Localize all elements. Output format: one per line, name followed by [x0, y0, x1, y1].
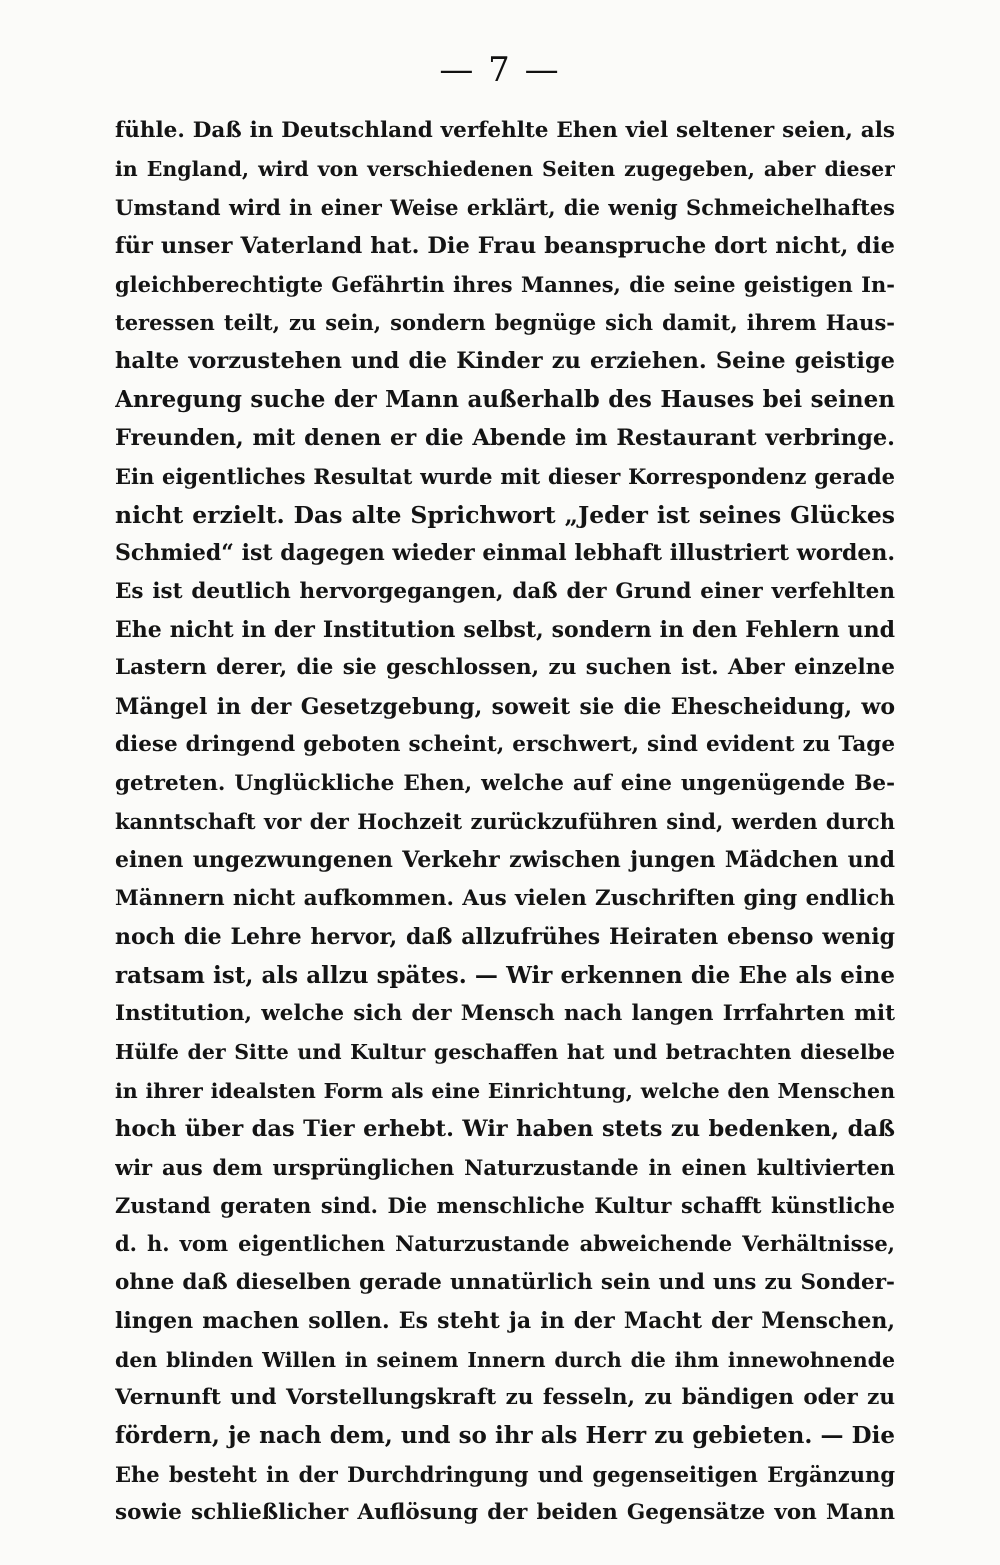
text-line: wir aus dem ursprünglichen Naturzustande in einen kultivierten: [115, 1154, 895, 1180]
text-line: in ihrer idealsten Form als eine Einrichtung, welche den Menschen: [115, 1078, 895, 1103]
text-line: Vernunft und Vorstellungskraft zu fesseln, zu bändigen oder zu: [115, 1384, 895, 1410]
text-line: Mängel in der Gesetzgebung, soweit sie die Ehescheidung, wo: [115, 693, 895, 720]
text-line: ohne daß dieselben gerade unnatürlich sein und uns zu Sonder-: [115, 1269, 895, 1295]
text-line: ratsam ist, als allzu spätes. — Wir erkennen die Ehe als eine: [115, 961, 895, 989]
text-line: fühle. Daß in Deutschland verfehlte Ehen viel seltener seien, als: [115, 118, 895, 143]
text-line: gleichberechtigte Gefährtin ihres Mannes, die seine geistigen In-: [115, 271, 895, 297]
text-line: halte vorzustehen und die Kinder zu erziehen. Seine geistige: [115, 348, 895, 375]
text-line: Umstand wird in einer Weise erklärt, die wenig Schmeichelhaftes: [115, 194, 895, 220]
page-number: — 7 —: [439, 50, 561, 90]
text-line: Ehe besteht in der Durchdringung und gegenseitigen Ergänzung: [115, 1461, 895, 1487]
text-line: Es ist deutlich hervorgegangen, daß der Grund einer verfehlten: [115, 578, 895, 604]
text-line: Freunden, mit denen er die Abende im Restaurant verbringe.: [115, 425, 895, 452]
text-line: Ein eigentliches Resultat wurde mit dieser Korrespondenz gerade: [115, 463, 895, 489]
text-line: teressen teilt, zu sein, sondern begnüge sich damit, ihrem Haus-: [115, 309, 895, 335]
text-line: Zustand geraten sind. Die menschliche Kultur schafft künstliche: [115, 1192, 895, 1218]
text-line: in England, wird von verschiedenen Seiten zugegeben, aber dieser: [115, 157, 895, 182]
text-line: einen ungezwungenen Verkehr zwischen jungen Mädchen und: [115, 847, 895, 874]
text-line: sowie schließlicher Auflösung der beiden Gegensätze von Mann: [115, 1500, 895, 1526]
text-line: Ehe nicht in der Institution selbst, sondern in den Fehlern und: [115, 617, 895, 644]
text-line: kanntschaft vor der Hochzeit zurückzuführen sind, werden durch: [115, 809, 895, 835]
body-text: [115, 112, 895, 1532]
text-line: d. h. vom eigentlichen Naturzustande abweichende Verhältnisse,: [115, 1231, 895, 1257]
text-line: Lastern derer, die sie geschlossen, zu suchen ist. Aber einzelne: [115, 655, 895, 681]
text-line: fördern, je nach dem, und so ihr als Herr zu gebieten. — Die: [115, 1422, 895, 1450]
text-line: nicht erzielt. Das alte Sprichwort „Jeder ist seines Glückes: [115, 500, 895, 529]
text-line: hoch über das Tier erhebt. Wir haben stets zu bedenken, daß: [115, 1116, 895, 1143]
text-line: Männern nicht aufkommen. Aus vielen Zuschriften ging endlich: [115, 885, 895, 911]
text-line: Hülfe der Sitte und Kultur geschaffen hat und betrachten dieselbe: [115, 1040, 895, 1065]
text-line: diese dringend geboten scheint, erschwert, sind evident zu Tage: [115, 732, 895, 758]
text-line: den blinden Willen in seinem Innern durch die ihm innewohnende: [115, 1347, 895, 1372]
text-line: lingen machen sollen. Es steht ja in der Macht der Menschen,: [115, 1308, 895, 1335]
text-line: für unser Vaterland hat. Die Frau beanspruche dort nicht, die: [115, 233, 895, 260]
text-line: getreten. Unglückliche Ehen, welche auf eine ungenügende Be-: [115, 770, 895, 796]
text-line: Institution, welche sich der Mensch nach langen Irrfahrten mit: [115, 1000, 895, 1026]
text-line: Anregung suche der Mann außerhalb des Hauses bei seinen: [115, 385, 895, 413]
text-line: noch die Lehre hervor, daß allzufrühes Heiraten ebenso wenig: [115, 924, 895, 951]
text-line: Schmied“ ist dagegen wieder einmal lebhaft illustriert worden.: [115, 540, 895, 567]
